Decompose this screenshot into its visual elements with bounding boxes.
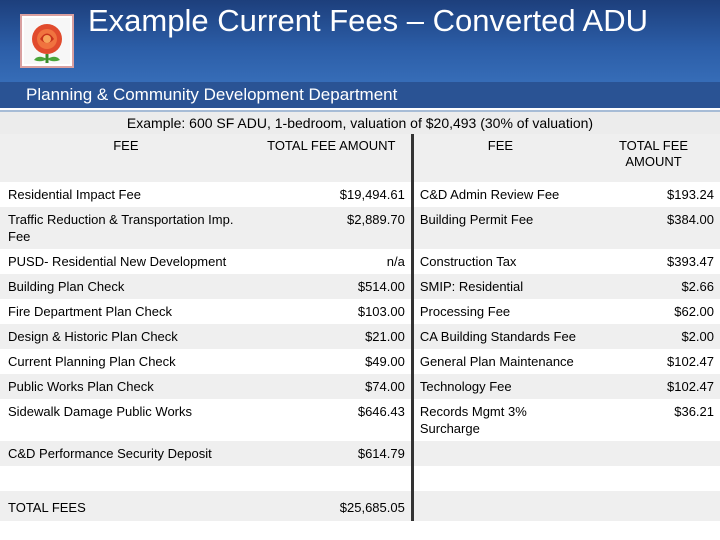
fee-name: [412, 441, 587, 466]
table-row: [0, 182, 720, 207]
fee-name: Building Permit Fee: [412, 207, 587, 249]
fee-name: SMIP: Residential: [412, 274, 587, 299]
fee-amount: [252, 466, 413, 491]
fee-name: Fire Department Plan Check: [0, 299, 252, 324]
fee-amount: $2.66: [587, 274, 720, 299]
table-row: [0, 249, 720, 274]
fee-amount: $102.47: [587, 349, 720, 374]
fee-name: Design & Historic Plan Check: [0, 324, 252, 349]
fee-amount: [587, 491, 720, 521]
table-row: [0, 299, 720, 324]
total-label: TOTAL FEES: [0, 491, 252, 521]
fee-name: Current Planning Plan Check: [0, 349, 252, 374]
fee-amount: $384.00: [587, 207, 720, 249]
table-row: [0, 274, 720, 299]
fee-name: [412, 491, 587, 521]
fee-name: Sidewalk Damage Public Works: [0, 399, 252, 441]
fee-name: Technology Fee: [412, 374, 587, 399]
fee-amount: $36.21: [587, 399, 720, 441]
header-total-right: TOTAL FEE AMOUNT: [587, 134, 720, 182]
fee-name: General Plan Maintenance: [412, 349, 587, 374]
fee-amount: $21.00: [252, 324, 413, 349]
table-row: [0, 399, 720, 441]
fee-name: Processing Fee: [412, 299, 587, 324]
fee-name: Records Mgmt 3% Surcharge: [412, 399, 587, 441]
fee-amount: $193.24: [587, 182, 720, 207]
fee-name: [412, 466, 587, 491]
table-caption: Example: 600 SF ADU, 1-bedroom, valuation of $20,493 (30% of valuation): [0, 110, 720, 136]
fee-amount: $49.00: [252, 349, 413, 374]
fee-name: C&D Admin Review Fee: [412, 182, 587, 207]
total-amount: $25,685.05: [252, 491, 413, 521]
table-row: [0, 466, 720, 491]
total-row: [0, 491, 720, 521]
table-row: [0, 349, 720, 374]
fee-name: [0, 466, 252, 491]
fee-amount: $2,889.70: [252, 207, 413, 249]
fee-amount: $102.47: [587, 374, 720, 399]
rose-logo-icon: [20, 14, 74, 68]
fee-name: Public Works Plan Check: [0, 374, 252, 399]
fee-amount: $514.00: [252, 274, 413, 299]
header-total-left: TOTAL FEE AMOUNT: [252, 134, 413, 182]
department-subtitle: Planning & Community Development Department: [26, 85, 398, 104]
fee-name: Building Plan Check: [0, 274, 252, 299]
fee-amount: $646.43: [252, 399, 413, 441]
fee-amount: [587, 466, 720, 491]
table-row: [0, 374, 720, 399]
fee-amount: $103.00: [252, 299, 413, 324]
fee-amount: $614.79: [252, 441, 413, 466]
fee-amount: $2.00: [587, 324, 720, 349]
table-row: [0, 441, 720, 466]
fee-name: Construction Tax: [412, 249, 587, 274]
fee-name: CA Building Standards Fee: [412, 324, 587, 349]
page-title: Example Current Fees – Converted ADU: [88, 3, 648, 38]
table-row: [0, 324, 720, 349]
fee-amount: $393.47: [587, 249, 720, 274]
fee-amount: [587, 441, 720, 466]
header-fee-right: FEE: [412, 134, 587, 182]
fee-amount: $19,494.61: [252, 182, 413, 207]
fee-table: [0, 134, 720, 521]
fee-name: PUSD- Residential New Development: [0, 249, 252, 274]
fee-amount: n/a: [252, 249, 413, 274]
fee-name: Traffic Reduction & Transportation Imp. Fee: [0, 207, 252, 249]
table-header-row: [0, 134, 720, 182]
fee-name: Residential Impact Fee: [0, 182, 252, 207]
fee-amount: $62.00: [587, 299, 720, 324]
fee-name: C&D Performance Security Deposit: [0, 441, 252, 466]
header-fee-left: FEE: [0, 134, 252, 182]
table-row: [0, 207, 720, 249]
fee-amount: $74.00: [252, 374, 413, 399]
